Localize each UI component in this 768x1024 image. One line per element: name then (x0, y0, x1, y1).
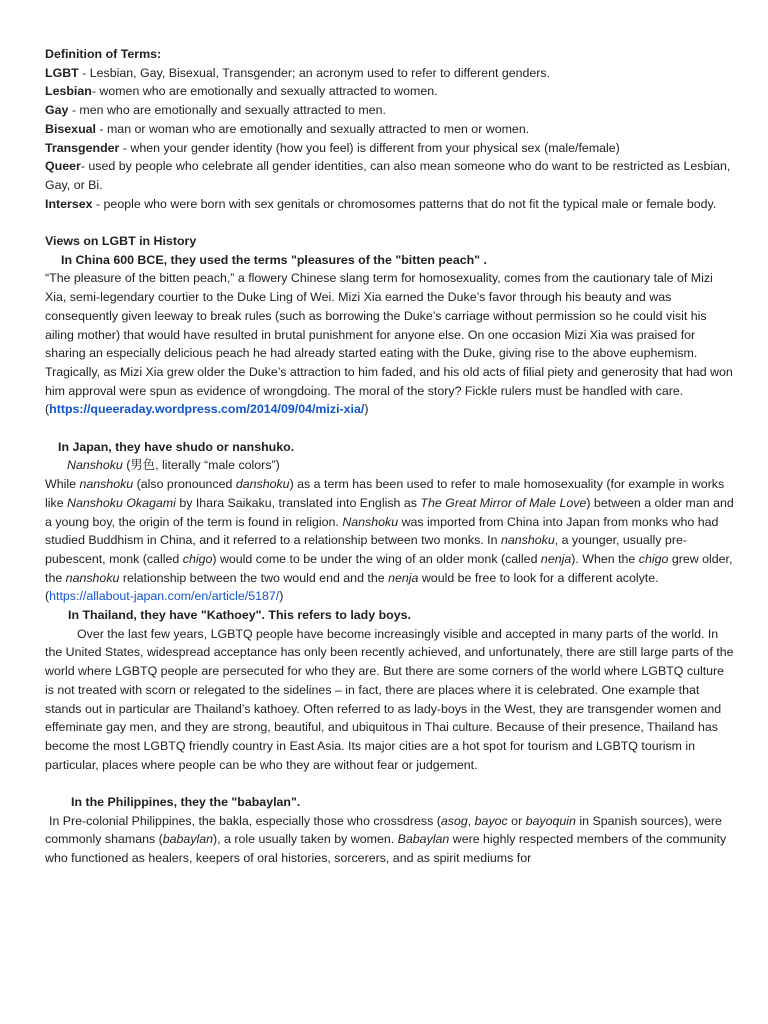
italic-term: nanshoku (79, 477, 134, 492)
definition-item (45, 139, 735, 158)
italic-term: asog (440, 813, 468, 828)
text-run: ). When the (571, 551, 639, 566)
definition-item (45, 157, 735, 194)
italic-term: babaylan (162, 832, 214, 847)
definition-term: Queer (45, 159, 81, 174)
italic-term: danshoku (235, 477, 290, 492)
italic-term: nanshoku (500, 533, 555, 548)
definition-item (45, 101, 735, 120)
spacer (45, 774, 735, 793)
thailand-subheading: In Thailand, they have "Kathoey". This refers to lady boys. (68, 608, 411, 623)
philippines-subheading: In the Philippines, they the "babaylan". (71, 795, 301, 810)
definition-term: Gay (45, 103, 69, 118)
spacer (45, 419, 735, 438)
text-run: ) would come to be under the wing of an older monk (called (212, 551, 541, 566)
philippines-paragraph (45, 812, 735, 868)
definition-text: - Lesbian, Gay, Bisexual, Transgender; an acronym used to refer to different genders. (78, 65, 551, 80)
definition-term: Transgender (45, 140, 120, 155)
text-run: was imported from China into Japan from monks who had studied Buddhism in China, and it referred to a relationship between two monks. In (45, 514, 719, 548)
japan-paragraph (45, 475, 735, 587)
japan-term-line: Nanshoku (男色, literally “male colors”) (67, 458, 280, 473)
definition-text: - when your gender identity (how you feel) is different from your physical sex (male/female) (119, 140, 620, 155)
italic-term: chigo (638, 551, 669, 566)
italic-term: nanshoku (65, 570, 120, 585)
definitions-list (45, 64, 735, 214)
definition-item (45, 82, 735, 101)
definition-text: - people who were born with sex genitals or chromosomes patterns that do not fit the typical male or female body. (92, 196, 717, 211)
italic-term: chigo (182, 551, 213, 566)
definition-term: Intersex (45, 196, 93, 211)
definitions-heading: Definition of Terms: (45, 47, 162, 61)
text-run: by Ihara Saikaku, translated into English as (175, 495, 421, 510)
text-run: would be free to look for a different acolyte. (418, 570, 659, 585)
text-run: in Spanish sources), were commonly shamans ( (45, 813, 722, 847)
definition-item (45, 64, 735, 83)
italic-term: bayoc (474, 813, 508, 828)
italic-term: Nanshoku (342, 514, 399, 529)
text-run: In Pre-colonial Philippines, the bakla, especially those who crossdress ( (49, 813, 441, 828)
china-source-link[interactable]: https://queeraday.wordpress.com/2014/09/04/mizi-xia/ (49, 402, 365, 417)
history-section (45, 232, 735, 868)
text-run: , (467, 813, 475, 828)
history-heading: Views on LGBT in History (45, 234, 197, 249)
definition-term: Bisexual (45, 121, 96, 136)
japan-subheading: In Japan, they have shudo or nanshuko. (58, 439, 295, 454)
definitions-section (45, 45, 735, 213)
italic-term: Babaylan (397, 832, 450, 847)
document-page (45, 45, 735, 868)
definition-item (45, 120, 735, 139)
text-run: (also pronounced (133, 477, 236, 492)
spacer (45, 213, 735, 232)
italic-term: Nanshoku Okagami (67, 495, 176, 510)
definition-text: - men who are emotionally and sexually attracted to men. (68, 103, 386, 118)
text-run: , a younger, usually pre-pubescent, monk (called (45, 533, 687, 566)
definition-item (45, 195, 735, 214)
italic-term: nenja (540, 551, 572, 566)
china-paragraph: “The pleasure of the bitten peach,” a flowery Chinese slang term for homosexuality, comes from the cautionary tale of Mizi Xia, semi-legendary courtier to the Duke Ling of Wei. Mizi Xia earned the Duke’s favor through his beauty and was consequently given leeway to break rules (such as borrowing the Duke’s carriage without permission so he could visit his ailing mother) that would have resulted in brutal punishment for anyone else. On one occasion Mizi Xia was praised for sharing an especially delicious peach he had already started eating with the Duke, giving rise to the above euphemism. Tragically, as Mizi Xia grew older the Duke’s attraction to him faded, and his old acts of filial piety and generosity that had won him approval were spun as evidence of wrongdoing. The moral of the story? Fickle rulers must be handled with care. (https://queeraday.wordpress.com/2014/09/04/mizi-xia/) (45, 271, 733, 417)
china-subheading: In China 600 BCE, they used the terms "pleasures of the "bitten peach" . (61, 252, 487, 267)
italic-term: bayoquin (525, 813, 576, 828)
text-run: were highly respected members of the community who functioned as healers, keepers of oral histories, sorcerers, and as spirit mediums for (45, 832, 727, 866)
text-run: While (45, 477, 80, 492)
text-run: relationship between the two would end and the (119, 570, 389, 585)
japan-source-link[interactable]: https://allabout-japan.com/en/article/5187/ (49, 589, 280, 604)
text-run: grew older, the (45, 551, 733, 585)
text-run: or (507, 813, 526, 828)
japan-source-line: (https://allabout-japan.com/en/article/5187/) (45, 589, 284, 604)
definition-text: - man or woman who are emotionally and sexually attracted to men or women. (95, 121, 530, 136)
definition-text: - used by people who celebrate all gender identities, can also mean someone who do want to be restricted as Lesbian, Gay, or Bi. (45, 159, 731, 192)
definition-term: Lesbian (45, 84, 92, 99)
italic-term: The Great Mirror of Male Love (420, 495, 587, 510)
text-run: ) between a older man and a young boy, the origin of the term is found in religion. (45, 495, 734, 529)
text-run: ) as a term has been used to refer to male homosexuality (for example in works like (45, 477, 725, 510)
text-run: ), a role usually taken by women. (213, 832, 398, 847)
definition-text: - women who are emotionally and sexually attracted to women. (91, 84, 438, 99)
definition-term: LGBT (45, 65, 79, 80)
thailand-paragraph: Over the last few years, LGBTQ people have become increasingly visible and accepted in many parts of the world. In the United States, widespread acceptance has only been recently achieved, and unfortunately, there are still large parts of the world where LGBTQ people are persecuted for who they are. But there are some corners of the world where LGBTQ culture is not treated with scorn or relegated to the sidelines – in fact, there are places where it is celebrated. One example that stands out in particular are Thailand’s kathoey. Often referred to as lady-boys in the West, they are transgender women and effeminate gay men, and they are strong, beautiful, and ubiquitous in Thai culture. Because of their presence, Thailand has become the most LGBTQ friendly country in East Asia. Its major cities are a hot spot for tourism and LGBTQ tourism in particular, places where people can be who they are without fear or judgement. (45, 626, 734, 772)
italic-term: nenja (388, 570, 419, 585)
